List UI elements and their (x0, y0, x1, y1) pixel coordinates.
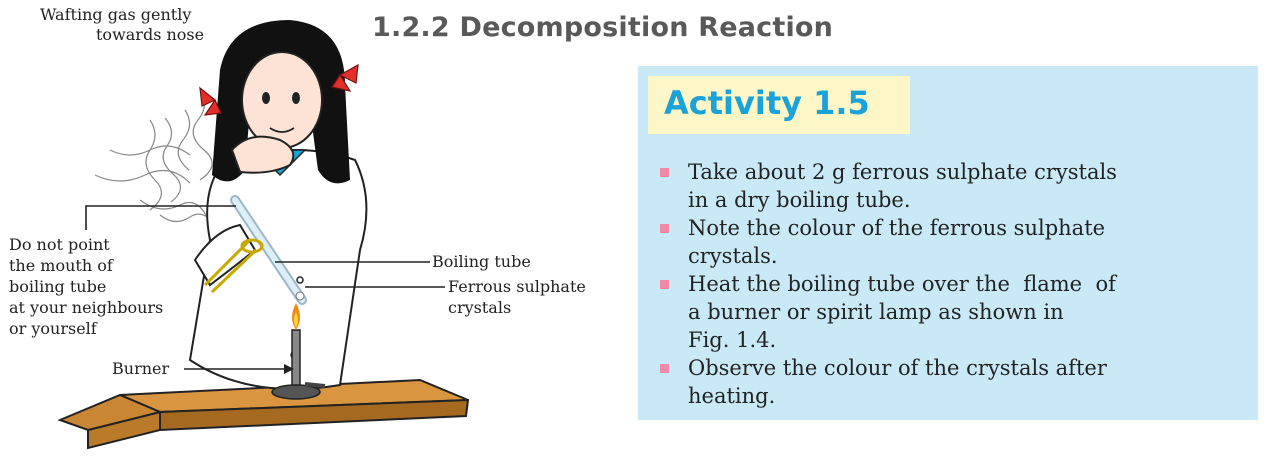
label-caution-line3: boiling tube (9, 277, 107, 296)
step-line: Note the colour of the ferrous sulphate (688, 216, 1106, 240)
activity-step (656, 270, 1246, 354)
label-caution-line5: or yourself (9, 319, 97, 338)
label-burner: Burner (112, 359, 170, 378)
label-crystals-line2: crystals (448, 298, 512, 317)
activity-title-box (648, 76, 910, 134)
label-caution-line2: the mouth of (9, 256, 113, 275)
activity-steps (656, 158, 1246, 410)
step-line: crystals. (688, 244, 778, 268)
label-wafting-line2: towards nose (96, 25, 205, 44)
label-caution-line1: Do not point (9, 235, 110, 254)
bullet-icon (660, 168, 669, 177)
table (60, 380, 468, 448)
activity-step (656, 214, 1246, 270)
bullet-icon (660, 280, 669, 289)
step-line: in a dry boiling tube. (688, 188, 911, 212)
step-line: heating. (688, 384, 776, 408)
activity-title: Activity 1.5 (664, 84, 870, 122)
face (242, 52, 322, 148)
section-heading: 1.2.2 Decomposition Reaction (372, 12, 834, 43)
step-line: a burner or spirit lamp as shown in (688, 300, 1064, 324)
label-boiling-tube: Boiling tube (432, 252, 531, 271)
step-line: Take about 2 g ferrous sulphate crystals (688, 160, 1117, 184)
gas-wisps (95, 90, 220, 232)
bullet-icon (660, 364, 669, 373)
bullet-icon (660, 224, 669, 233)
experiment-figure (0, 0, 640, 472)
label-crystals-line1: Ferrous sulphate (448, 277, 586, 296)
activity-step (656, 354, 1246, 410)
step-line: Fig. 1.4. (688, 328, 777, 352)
label-wafting-line1: Wafting gas gently (40, 5, 192, 24)
step-line: Heat the boiling tube over the flame of (688, 272, 1116, 296)
step-line: Observe the colour of the crystals after (688, 356, 1107, 380)
activity-box (638, 66, 1258, 420)
wafting-hand (232, 137, 293, 173)
activity-step (656, 158, 1246, 214)
label-caution-line4: at your neighbours (9, 298, 164, 317)
